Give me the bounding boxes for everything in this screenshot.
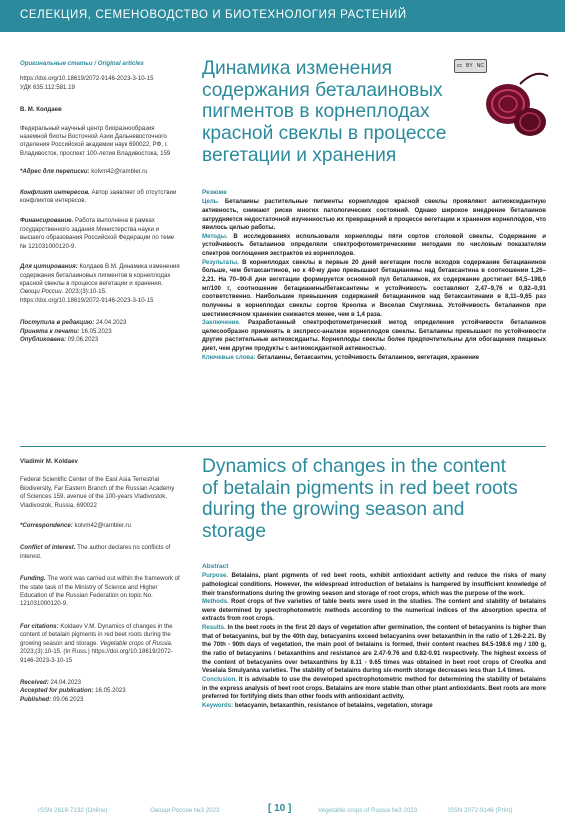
en-corr-label: *Correspondence:	[20, 522, 73, 530]
ru-methods-label: Методы.	[202, 232, 228, 240]
ru-methods-text: В исследованиях использовали корнеплоды пяти сортов столовой свеклы. Содержание и устойчивость беталаинов определяли спектрофотометрическими методами по числовым показателям спектров поглощения экстрактов из корнеплодов.	[202, 232, 546, 258]
ru-methods	[202, 233, 546, 259]
by-label: BY	[466, 63, 473, 69]
published	[20, 336, 180, 344]
funding	[20, 217, 180, 251]
cite-journal: Овощи России.	[20, 288, 64, 296]
ru-conclusion-text: Разработанный спектрофотометрический метод определения устойчивости беталаинов целесообразно применять в экспресс-анализе корнеплодов свеклы. Беталаины превышают по устойчивости другие растительные антиоксиданты. Корнеплоды свеклы более предпочтительны для обогащения пищевых диет, чем другие продукты с антиоксидантной активностью.	[202, 319, 546, 353]
ru-sidebar	[20, 60, 180, 344]
section-header	[0, 0, 565, 32]
conflict	[20, 189, 180, 206]
correspondence	[20, 168, 180, 176]
en-sidebar	[20, 458, 180, 704]
ru-conclusion-label: Заключение.	[202, 319, 241, 327]
en-funding-text: The work was carried out within the framework of the state task of the Ministry of Science and Higher Education of the Russian Federation on topic No. 121031000120-9.	[20, 575, 180, 608]
en-methods	[202, 598, 546, 624]
funding-label: Финансирование.	[20, 217, 74, 225]
en-results-label: Results.	[202, 624, 226, 632]
conflict-text: Автор заявляет об отсутствии конфликтов интересов.	[20, 188, 177, 205]
published-date: 09.06.2023	[67, 335, 99, 343]
en-published-label: Published:	[20, 695, 52, 703]
journal-ru: Овощи России №3 2023	[150, 807, 220, 814]
en-conflict-text: The author declares no conflicts of interest.	[20, 544, 171, 560]
en-keywords-text: betacyanin, betaxanthin, resistance of betalains, vegetation, storage	[234, 701, 433, 709]
article-type: Оригинальные статьи / Original articles	[20, 60, 144, 67]
en-author-name: Vladimir M. Koldaev	[20, 458, 78, 465]
funding-text: Работа выполнена в рамках государственного задания Министерства науки и высшего образования Российской Федерации по теме № 121031000120-9.	[20, 217, 175, 250]
ru-results-label: Результаты.	[202, 258, 239, 266]
cite-label: Для цитирования:	[20, 263, 78, 271]
udc: УДК 635.112:581.19	[20, 83, 75, 91]
en-keywords	[202, 702, 546, 711]
en-main	[202, 456, 546, 543]
ru-aim-label: Цель.	[202, 198, 220, 206]
ru-conclusion	[202, 319, 546, 354]
ru-title: Динамика изменения содержания беталаиновых пигментов в корнеплодах красной свеклы в процессе вегетации и хранения	[202, 58, 447, 166]
beet-image	[480, 64, 550, 144]
en-abstract	[202, 562, 546, 710]
ru-aim	[202, 198, 546, 233]
cc-label: cc	[457, 63, 463, 69]
en-conflict-label: Conflict of interest.	[20, 544, 76, 552]
conflict-label: Конфликт интересов.	[20, 188, 90, 196]
en-received-label: Received:	[20, 678, 49, 686]
en-received	[20, 679, 180, 687]
en-published-date: 09.06.2023	[52, 695, 84, 703]
journal-en: Vegetable crops of Russia №3 2023	[318, 807, 418, 814]
cite-end[interactable]: 2023;(3):10-15. https://doi.org/10.18619/2072-9146-2023-3-10-15	[20, 288, 154, 304]
section-divider	[20, 446, 546, 447]
en-accepted-date: 16.05.2023	[95, 687, 126, 695]
ru-results-text: В корнеплодах свеклы в первые 20 дней вегетации после всходов содержание бетацианинов больше, чем бетаксантинов, но к 40-му дню превышают бетацианины над бетаксантина в соотношении 1,26–2,21. На 70–90-й дни вегетации формируется основной пул беталаинов, их содержание достигает 84,5–198,6 мг/100 г, соотношение бетацианины/бетаксантины и устойчивость составляют 2,47–9,76 и 0,82–0,91 соответственно. Наибольшие превышения содержаний бетацианинов над бетаксантинами в 8,11–9,65 раз получены в корнеплодах свеклы сортов Креолка и Веселая Смуглянка. Устойчивость беталаинов при шестимесячном хранении снижается менее, чем в 1,4 раза.	[202, 258, 546, 318]
accepted-date: 16.05.2023	[81, 327, 112, 335]
ru-abstract-heading: Резюме	[202, 189, 227, 196]
en-methods-text: Root crops of five varieties of table beets were used in the studies. The content and stability of betalains were determined by spectrophotometric methods according to the numerical indices of the absorption spectra of extracts from root crops.	[202, 598, 546, 623]
en-purpose	[202, 572, 546, 598]
en-abstract-heading: Abstract	[202, 563, 229, 570]
received	[20, 319, 180, 327]
en-corr-email[interactable]: kolvm42@rambler.ru	[74, 522, 131, 530]
en-conflict	[20, 544, 180, 561]
ru-aim-text: Беталаины растительные пигменты корнеплодов красной свеклы проявляют антиоксидантную активность, снижают риски многих патологических состояний. Однако широкое внедрение беталаинов затрудняется недостаточной изученностью их превращений в процессе вегетации и хранения корнеплодов, что явилось целью работы.	[202, 198, 546, 232]
ru-keywords-label: Ключевые слова:	[202, 353, 256, 361]
cite-text: Колдаев В.М. Динамика изменения содержания беталаиновых пигментов в корнеплодах красной свеклы в процессе вегетации и хранения.	[20, 263, 180, 287]
en-cite-end[interactable]: 2023;(3):10-15. (In Russ.) https://doi.org/10.18619/2072-9146-2023-3-10-15	[20, 648, 173, 664]
en-purpose-label: Purpose.	[202, 572, 229, 580]
corr-email[interactable]: kolvm42@rambler.ru	[91, 168, 148, 176]
en-conclusion	[202, 676, 546, 702]
en-cite-journal: Vegetable crops of Russia.	[99, 639, 173, 647]
issn-print: ISSN 2072-9146 (Print)	[448, 807, 513, 814]
en-keywords-label: Keywords:	[202, 701, 234, 709]
en-correspondence	[20, 522, 180, 530]
en-methods-label: Methods.	[202, 598, 229, 606]
en-accepted-label: Accepted for publication:	[20, 687, 94, 695]
ru-results	[202, 259, 546, 319]
en-results	[202, 624, 546, 676]
issn-online: ISSN 2618-7132 (Online)	[38, 807, 108, 814]
received-date: 24.04.2023	[95, 319, 127, 327]
section-title: СЕЛЕКЦИЯ, СЕМЕНОВОДСТВО И БИОТЕХНОЛОГИЯ РАСТЕНИЙ	[20, 9, 407, 21]
ru-keywords-text: беталаины, бетаксантин, устойчивость беталаинов, вегетация, хранение	[257, 353, 480, 361]
accepted	[20, 328, 180, 336]
en-funding-label: Funding.	[20, 575, 46, 583]
doi-link[interactable]: https://doi.org/10.18619/2072-9146-2023-3-10-15	[20, 75, 154, 83]
en-cite-label: For citations:	[20, 622, 59, 630]
citation	[20, 263, 180, 305]
en-conclusion-text: It is advisable to use the developed spectrophotometric method for determining the stability of betalains in the express analysis of beet root crops. Betalains are more stable than other plant antioxidants. Beet roots are more preferred for fortifying diets than other foods with antioxidant activity.	[202, 675, 546, 701]
en-received-date: 24.04.2023	[50, 678, 81, 686]
nc-label: NC	[476, 63, 484, 69]
received-label: Поступила в редакцию:	[20, 319, 95, 327]
ru-abstract	[202, 188, 546, 362]
en-affiliation: Federal Scientific Center of the East Asia Terrestrial Biodiversity, Far Eastern Branch of the Russian Academy of Sciences 159, avenue of the 100-years Vladivostok, Vladivostok, Russia, 690022	[20, 476, 175, 509]
corr-label: *Адрес для переписки:	[20, 168, 90, 176]
author-name: В. М. Колдаев	[20, 106, 62, 114]
ru-keywords	[202, 354, 546, 363]
en-citation	[20, 623, 180, 665]
en-purpose-text: Betalains, plant pigments of red beet roots, exhibit antioxidant activity and reduce the risks of many pathological conditions. However, the widespread introduction of betalains is hampered by insufficient knowledge of their transformations during the growing season and storage of root crops, which was the purpose of the work.	[202, 572, 547, 597]
en-published	[20, 696, 180, 704]
en-accepted	[20, 687, 180, 695]
en-title: Dynamics of changes in the content of betalain pigments in red beet roots during the growing season and storage	[202, 456, 518, 543]
accepted-label: Принята к печати:	[20, 327, 80, 335]
published-label: Опубликована:	[20, 335, 67, 343]
en-results-text: In the beet roots in the first 20 days of vegetation after germination, the content of betacyanins is higher than that of betacyanins, but by the 40th day, betacyanins exceed betacyanins over betaxanthin in the ratio of 1.26-2.21. By the 70th - 90th days of vegetation, the main pool of betalains is formed, their content reaches 84.5-198.6 mg / 100 g, the ratio of betacyanins / betaxanthins and resistance are 2.47-9.76 and 0.82-0.91 respectively. The highest excess of the content of betacyanins over betaxanthins by 8.11 - 9.65 times was obtained in beet root crops of Creolka and Veselaia Smulyanka varieties. The stability of betalains during six-month storage decreases less than 1.4 times.	[202, 624, 546, 675]
en-cite-text: Koldaev V.M. Dynamics of changes in the content of betalain pigments in red beet roots during the growing season and storage.	[20, 622, 173, 647]
en-conclusion-label: Conclusion.	[202, 675, 237, 683]
affiliation: Федеральный научный центр биоразнообразия наземной биоты Восточной Азии Дальневосточного отделения Российской академии наук 690022, РФ, г. Владивосток, проспект 100-летия Владивостока, 159	[20, 124, 171, 157]
en-funding	[20, 575, 180, 609]
page-number: [ 10 ]	[268, 803, 292, 814]
